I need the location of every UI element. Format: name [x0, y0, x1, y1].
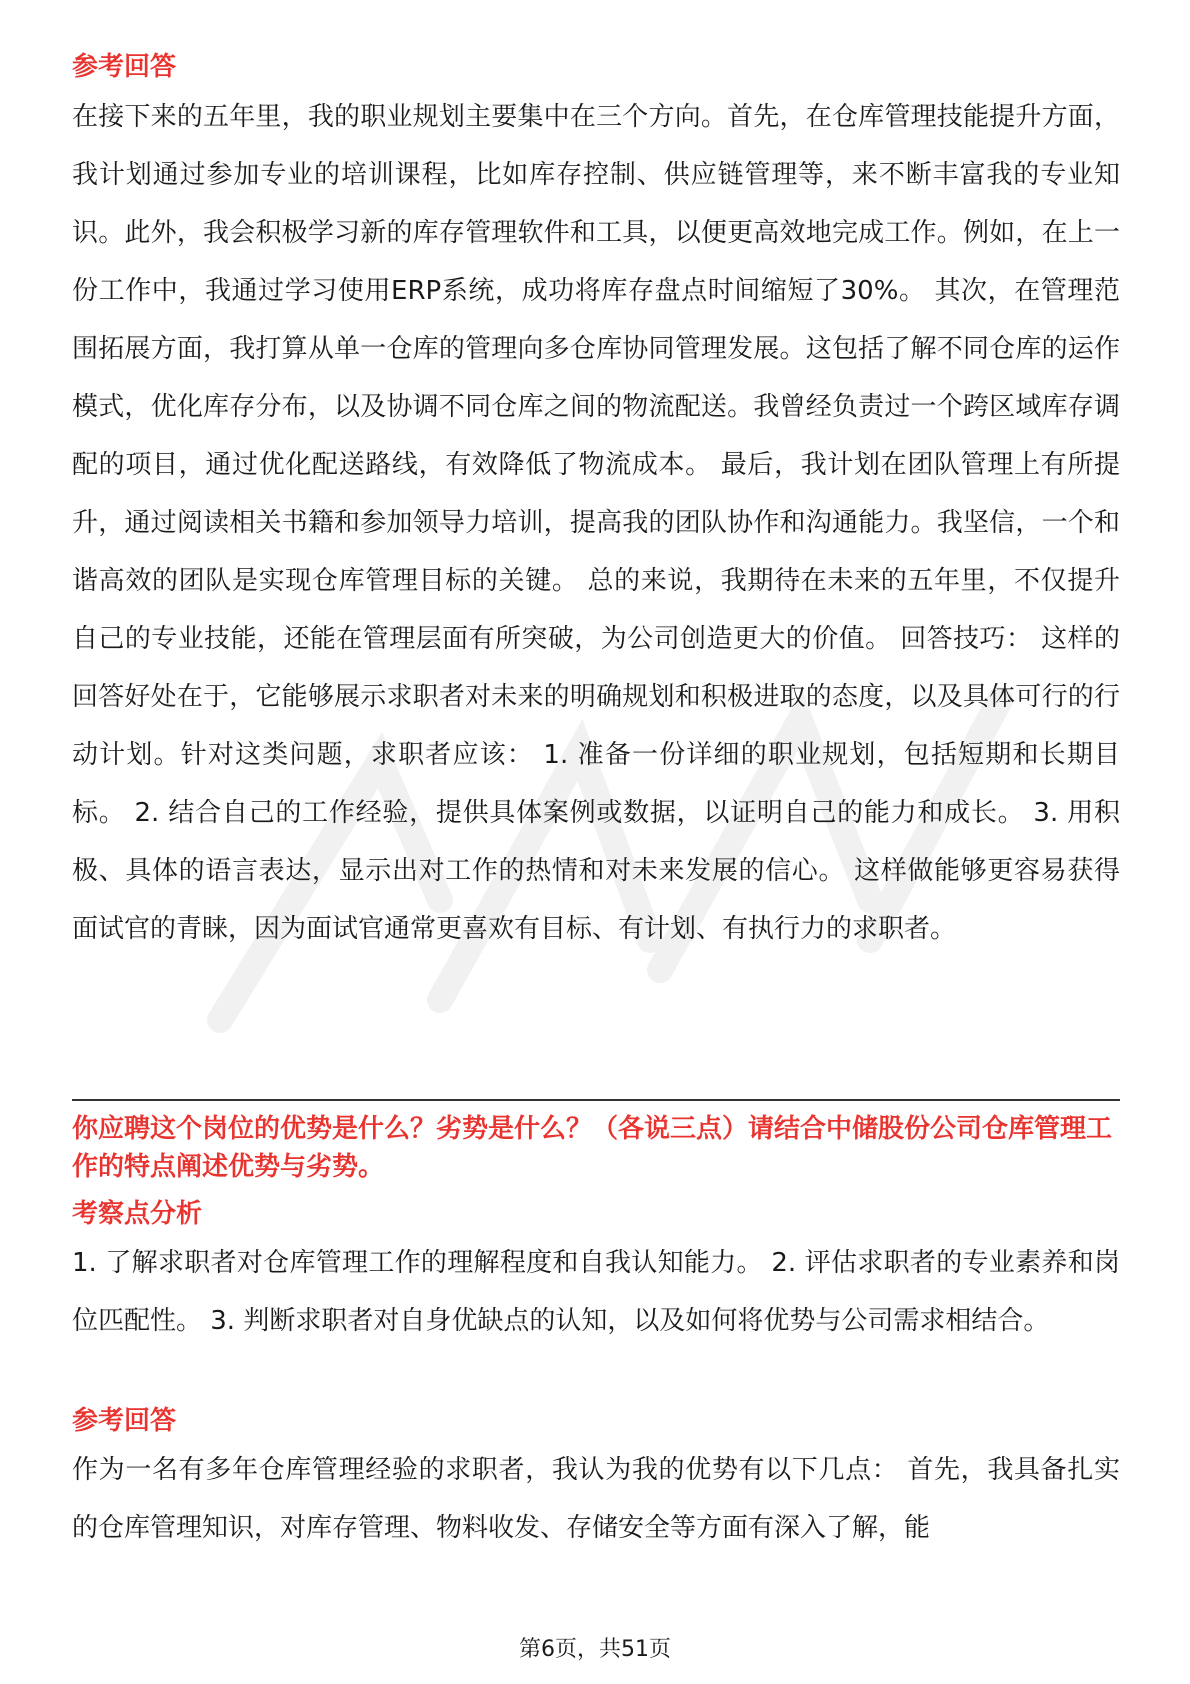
reference-answer-heading-2: 参考回答 [72, 1406, 177, 1436]
page-number: 第6页，共51页 [519, 1637, 671, 1662]
interview-question: 你应聘这个岗位的优势是什么？劣势是什么？（各说三点）请结合中储股份公司仓库管理工作的特点阐述优势与劣势。 [72, 1114, 1113, 1182]
analysis-heading: 考察点分析 [72, 1199, 203, 1229]
reference-answer-heading: 参考回答 [72, 52, 177, 82]
reference-answer-body-2: 作为一名有多年仓库管理经验的求职者，我认为我的优势有以下几点： 首先，我具备扎实的仓库管理知识，对库存管理、物料收发、存储安全等方面有深入了解，能 [72, 1455, 1120, 1543]
analysis-body: 1. 了解求职者对仓库管理工作的理解程度和自我认知能力。 2. 评估求职者的专业素养和岗位匹配性。 3. 判断求职者对自身优缺点的认知，以及如何将优势与公司需求相结合。 [72, 1248, 1120, 1336]
section-divider [72, 1099, 1120, 1101]
reference-answer-body: 在接下来的五年里，我的职业规划主要集中在三个方向。首先，在仓库管理技能提升方面，我计划通过参加专业的培训课程，比如库存控制、供应链管理等，来不断丰富我的专业知识。此外，我会积极学习新的库存管理软件和工具，以便更高效地完成工作。例如，在上一份工作中，我通过学习使用ERP系统，成功将库存盘点时间缩短了30%。 其次，在管理范围拓展方面，我打算从单一仓库的管理向多仓库协同管理发展。这包括了解不同仓库的运作模式，优化库存分布，以及协调不同仓库之间的物流配送。我曾经负责过一个跨区域库存调配的项目，通过优化配送路线，有效降低了物流成本。 最后，我计划在团队管理上有所提升，通过阅读相关书籍和参加领导力培训，提高我的团队协作和沟通能力。我坚信，一个和谐高效的团队是实现仓库管理目标的关键。 总的来说，我期待在未来的五年里，不仅提升自己的专业技能，还能在管理层面有所突破，为公司创造更大的价值。 回答技巧： 这样的回答好处在于，它能够展示求职者对未来的明确规划和积极进取的态度，以及具体可行的行动计划。针对这类问题，求职者应该： 1. 准备一份详细的职业规划，包括短期和长期目标。 2. 结合自己的工作经验，提供具体案例或数据，以证明自己的能力和成长。 3. 用积极、具体的语言表达，显示出对工作的热情和对未来发展的信心。 这样做能够更容易获得面试官的青睐，因为面试官通常更喜欢有目标、有计划、有执行力的求职者。 [72, 102, 1120, 944]
